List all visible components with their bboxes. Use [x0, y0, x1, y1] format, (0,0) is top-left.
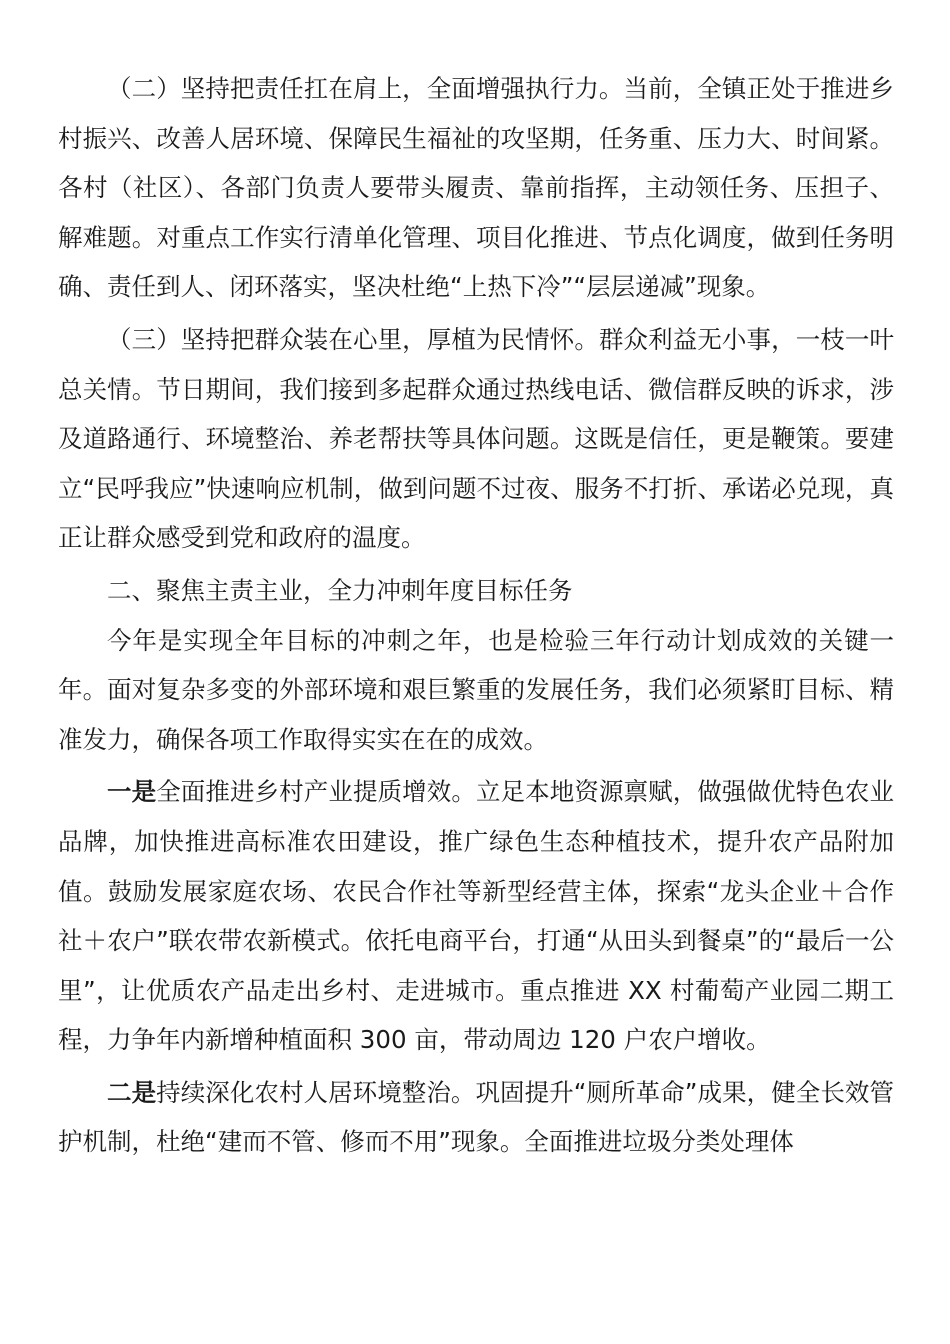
document-page [58, 64, 894, 1167]
lead-label-first: 一是 [107, 777, 157, 807]
paragraph-environment [58, 1068, 894, 1167]
paragraph-people-first: （三）坚持把群众装在心里，厚植为民情怀。群众利益无小事，一枝一叶总关情。节日期间，我们接到多起群众通过热线电话、微信群反映的诉求，涉及道路通行、环境整治、养老帮扶等具体问题。这既是信任，更是鞭策。要建立“民呼我应”快速响应机制，做到问题不过夜、服务不打折、承诺必兑现，真正让群众感受到党和政府的温度。 [58, 324, 894, 553]
section-heading: 二、聚焦主责主业，全力冲刺年度目标任务 [107, 575, 573, 605]
lead-label-second: 二是 [107, 1077, 157, 1107]
paragraph-environment-body: 持续深化农村人居环境整治。巩固提升“厕所革命”成果，健全长效管护机制，杜绝“建而不管、修而不用”现象。全面推进垃圾分类处理体 [58, 1077, 895, 1157]
paragraph-industry [58, 767, 894, 1065]
paragraph-responsibility: （二）坚持把责任扛在肩上，全面增强执行力。当前，全镇正处于推进乡村振兴、改善人居环境、保障民生福祉的攻坚期，任务重、压力大、时间紧。各村（社区）、各部门负责人要带头履责、靠前指挥，主动领任务、压担子、解难题。对重点工作实行清单化管理、项目化推进、节点化调度，做到任务明确、责任到人、闭环落实，坚决杜绝“上热下冷”“层层递减”现象。 [58, 74, 894, 302]
paragraph-industry-body: 全面推进乡村产业提质增效。立足本地资源禀赋，做强做优特色农业品牌，加快推进高标准农田建设，推广绿色生态种植技术，提升农产品附加值。鼓励发展家庭农场、农民合作社等新型经营主体，探索“龙头企业＋合作社＋农户”联农带农新模式。依托电商平台，打通“从田头到餐桌”的“最后一公里”，让优质农产品走出乡村、走进城市。重点推进 XX 村葡萄产业园二期工程，力争年内新增种植面积 300 亩，带动周边 120 户农户增收。 [58, 777, 895, 1055]
paragraph-annual-goals: 今年是实现全年目标的冲刺之年，也是检验三年行动计划成效的关键一年。面对复杂多变的外部环境和艰巨繁重的发展任务，我们必须紧盯目标、精准发力，确保各项工作取得实实在在的成效。 [58, 625, 894, 754]
